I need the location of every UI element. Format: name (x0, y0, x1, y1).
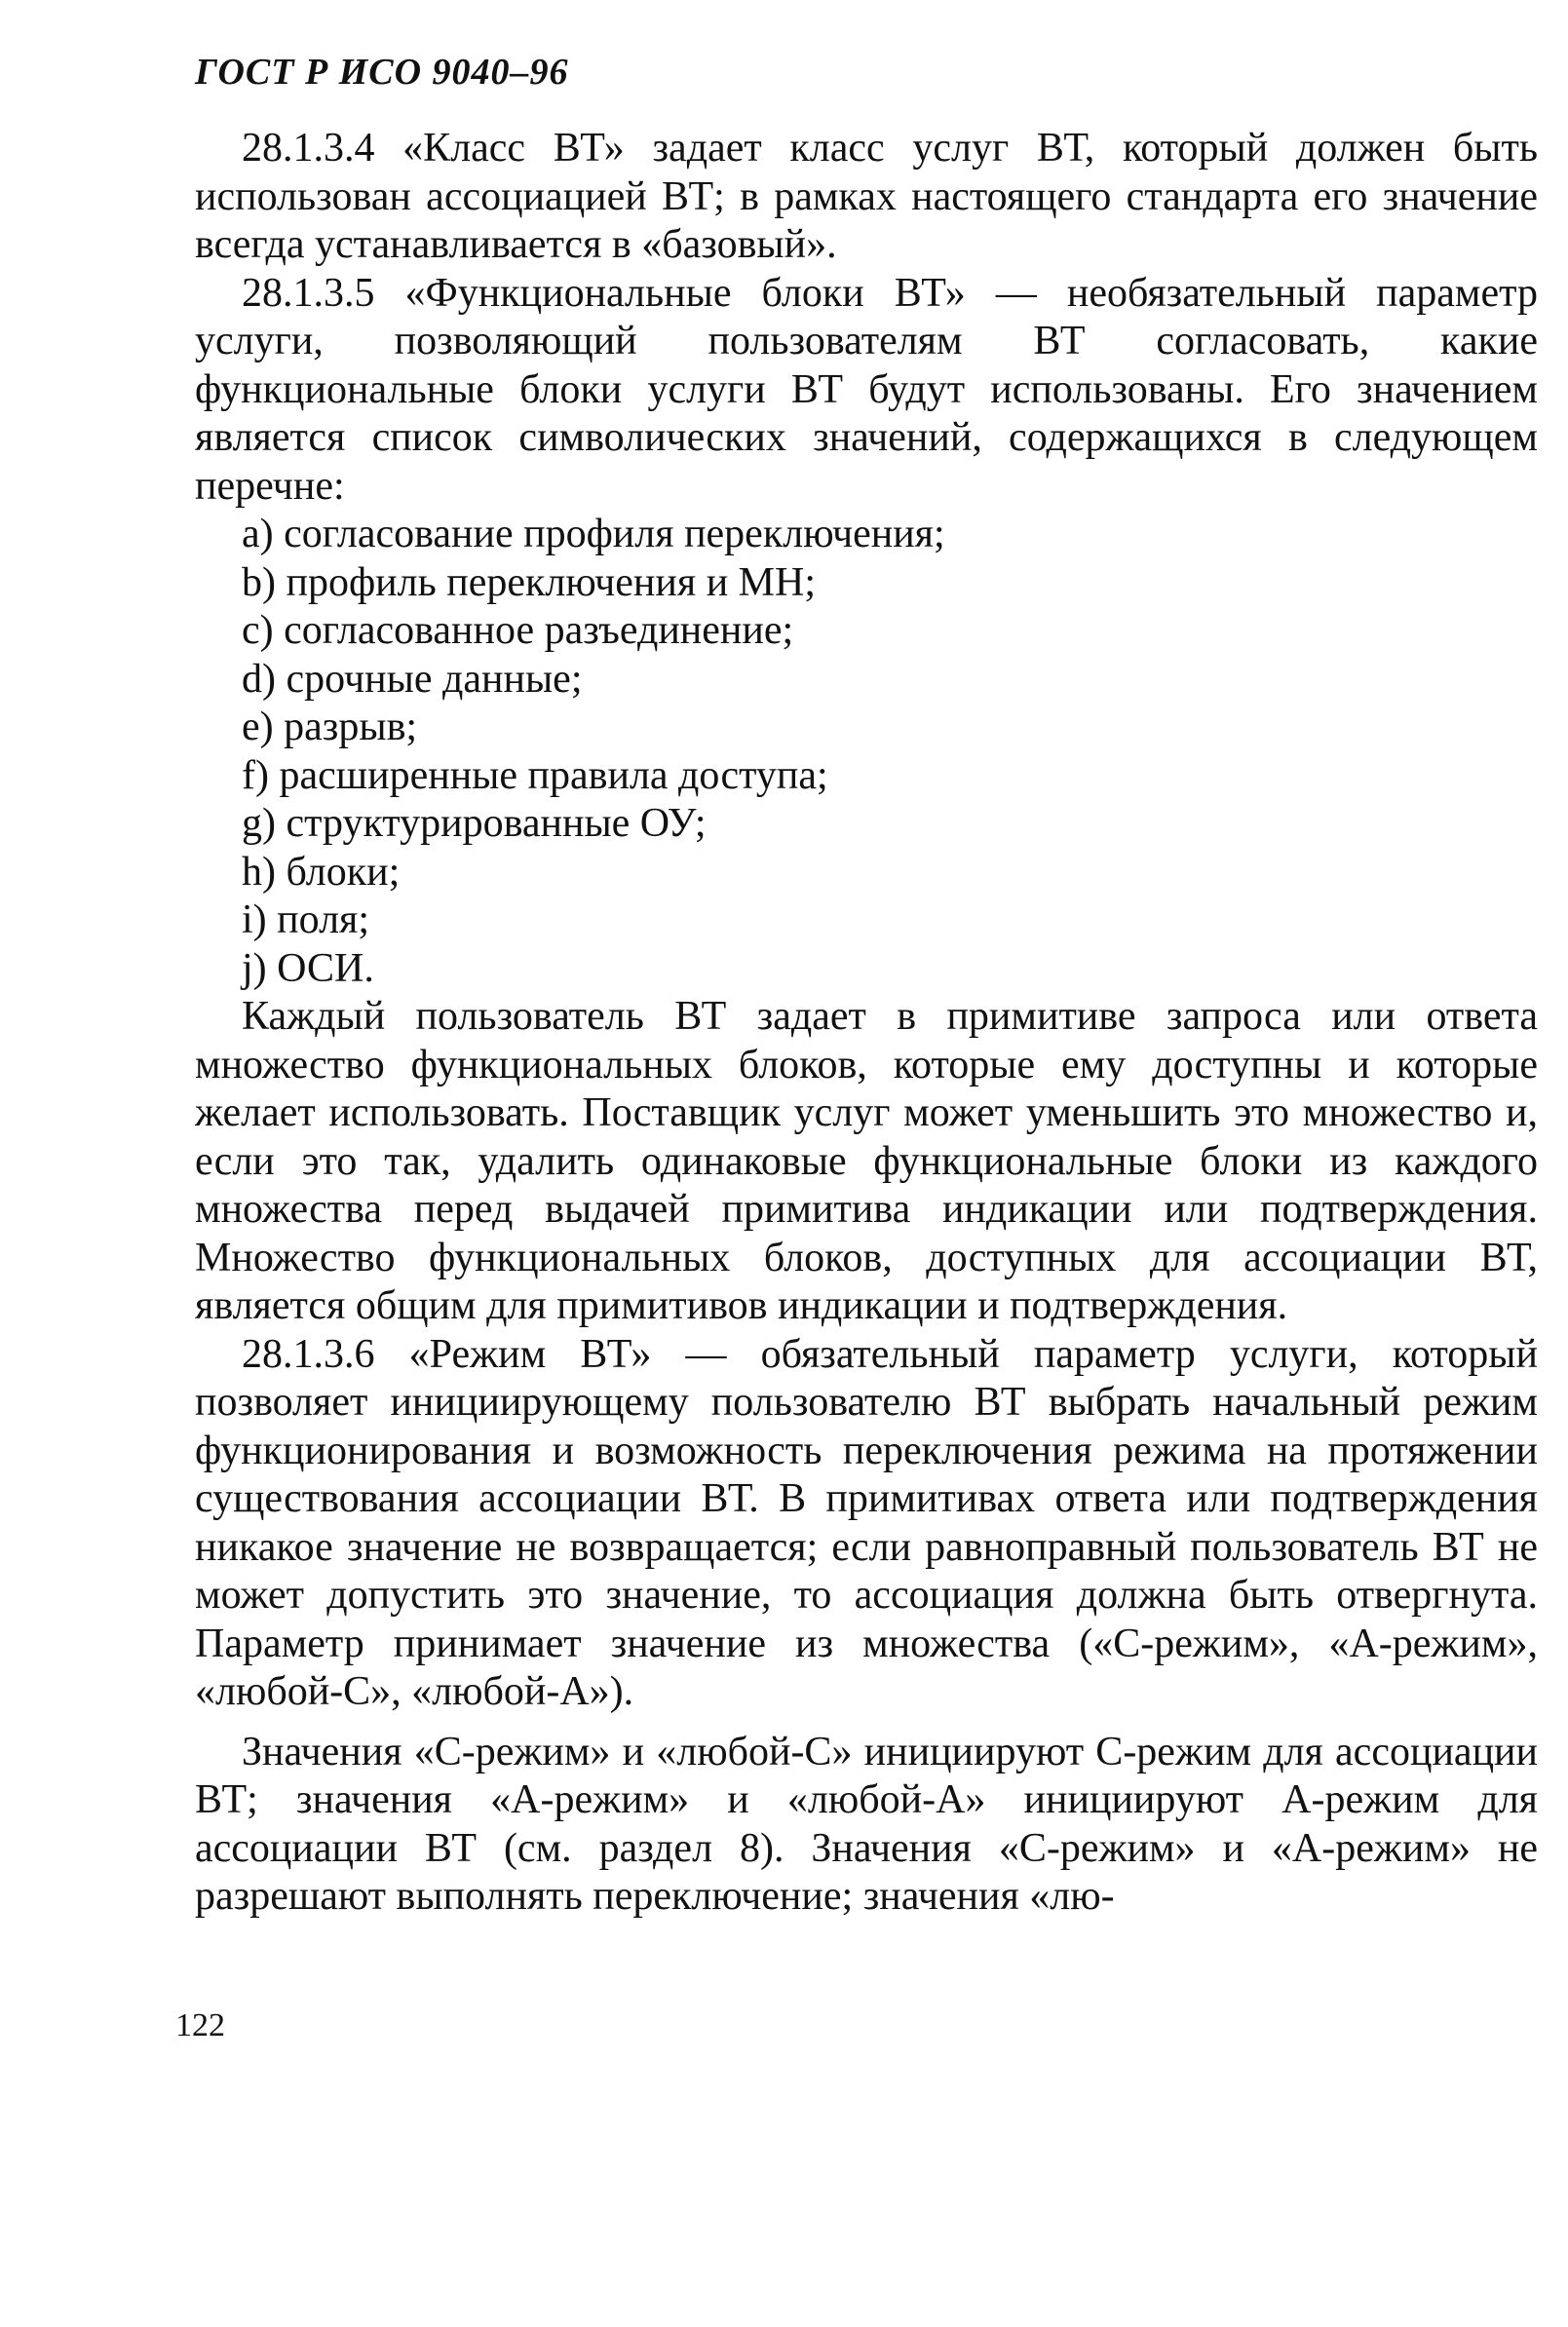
list-item: c) согласованное разъединение; (242, 608, 794, 653)
list-item: g) структурированные ОУ; (242, 801, 707, 846)
page-body (195, 125, 1538, 1922)
list-item: a) согласование профиля переключения; (242, 512, 945, 556)
paragraph-28-1-3-6: 28.1.3.6 «Режим ВТ» — обязательный параметр услуги, который позволяет инициирующему пользователю ВТ выбрать начальный режим функционирования и возможность переключения режима на протяжении существования ассоциации ВТ. В примитивах ответа или подтверждения никакое значение не возвращается; если равноправный пользователь ВТ не может допустить это значение, то ассоциация должна быть отвергнута. Параметр принимает значение из множества («С-режим», «А-режим», «любой-С», «любой-А»). (195, 1331, 1538, 1714)
list-item: d) срочные данные; (242, 656, 583, 702)
list-item: b) профиль переключения и МН; (242, 559, 817, 605)
paragraph-functional-units-explanation: Каждый пользователь ВТ задает в примитиве запроса или ответа множество функциональных блоков, которые ему доступны и которые желает использовать. Поставщик услуг может уменьшить это множество и, если это так, удалить одинаковые функциональные блоки из каждого множества перед выдачей примитива индикации или подтверждения. Множество функциональных блоков, доступных для ассоциации ВТ, является общим для примитивов индикации и подтверждения. (195, 994, 1538, 1328)
list-item: h) блоки; (242, 849, 401, 895)
paragraph-28-1-3-4: 28.1.3.4 «Класс ВТ» задает класс услуг ВТ, который должен быть использован ассоциацией ВТ; в рамках настоящего стандарта его значение всегда устанавливается в «базовый». (195, 126, 1538, 267)
list-item: e) разрыв; (242, 705, 418, 749)
paragraph-mode-values: Значения «С-режим» и «любой-С» инициируют С-режим для ассоциации ВТ; значения «А-режим» и «любой-А» инициируют А-режим для ассоциации ВТ (см. раздел 8). Значения «С-режим» и «А-режим» не разрешают выполнять переключение; значения «лю- (195, 1729, 1538, 1919)
page-number: 122 (175, 2007, 225, 2043)
paragraph-28-1-3-5: 28.1.3.5 «Функциональные блоки ВТ» — необязательный параметр услуги, позволяющий пользователям ВТ согласовать, какие функциональные блоки услуги ВТ будут использованы. Его значением является список символических значений, содержащихся в следующем перечне: (195, 270, 1538, 509)
list-item: j) ОСИ. (242, 945, 374, 991)
functional-units-list (195, 511, 1538, 993)
list-item: i) поля; (242, 897, 370, 942)
list-item: f) расширенные правила доступа; (242, 752, 828, 798)
document-header: ГОСТ Р ИСО 9040–96 (195, 52, 569, 93)
